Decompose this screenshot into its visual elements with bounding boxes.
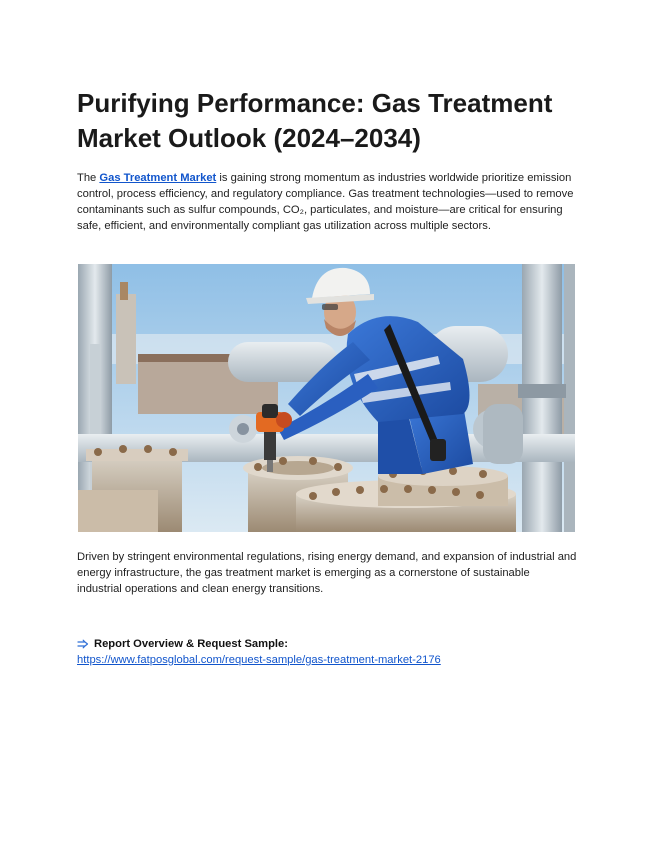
request-sample-link[interactable]: https://www.fatposglobal.com/request-sample/gas-treatment-market-2176 (77, 654, 441, 666)
body-paragraph: Driven by stringent environmental regulations, rising energy demand, and expansion of industrial and energy infrastructure, the gas treatment market is emerging as a cornerstone of sustainable industrial operations and clean energy transitions. (77, 551, 577, 595)
page-title: Purifying Performance: Gas Treatment Market Outlook (2024–2034) (77, 88, 553, 153)
hero-image (78, 264, 575, 532)
arrow-right-icon (77, 638, 89, 650)
report-heading-text: Report Overview & Request Sample: (94, 638, 288, 650)
intro-paragraph (77, 170, 577, 234)
gas-treatment-market-link[interactable]: Gas Treatment Market (99, 172, 217, 184)
report-overview-heading (77, 636, 288, 652)
report-link-wrapper (77, 652, 441, 668)
intro-prefix: The (77, 172, 100, 184)
intro-suffix: is gaining strong momentum as industries worldwide prioritize emission control, process efficiency, and regulatory compliance. Gas treatment technologies—used to remove contaminants such as sulfur compounds, CO₂, particulates, and moisture—are critical for ensuring safe, efficient, and environmentally compliant gas utilization across multiple sectors. (77, 172, 574, 232)
